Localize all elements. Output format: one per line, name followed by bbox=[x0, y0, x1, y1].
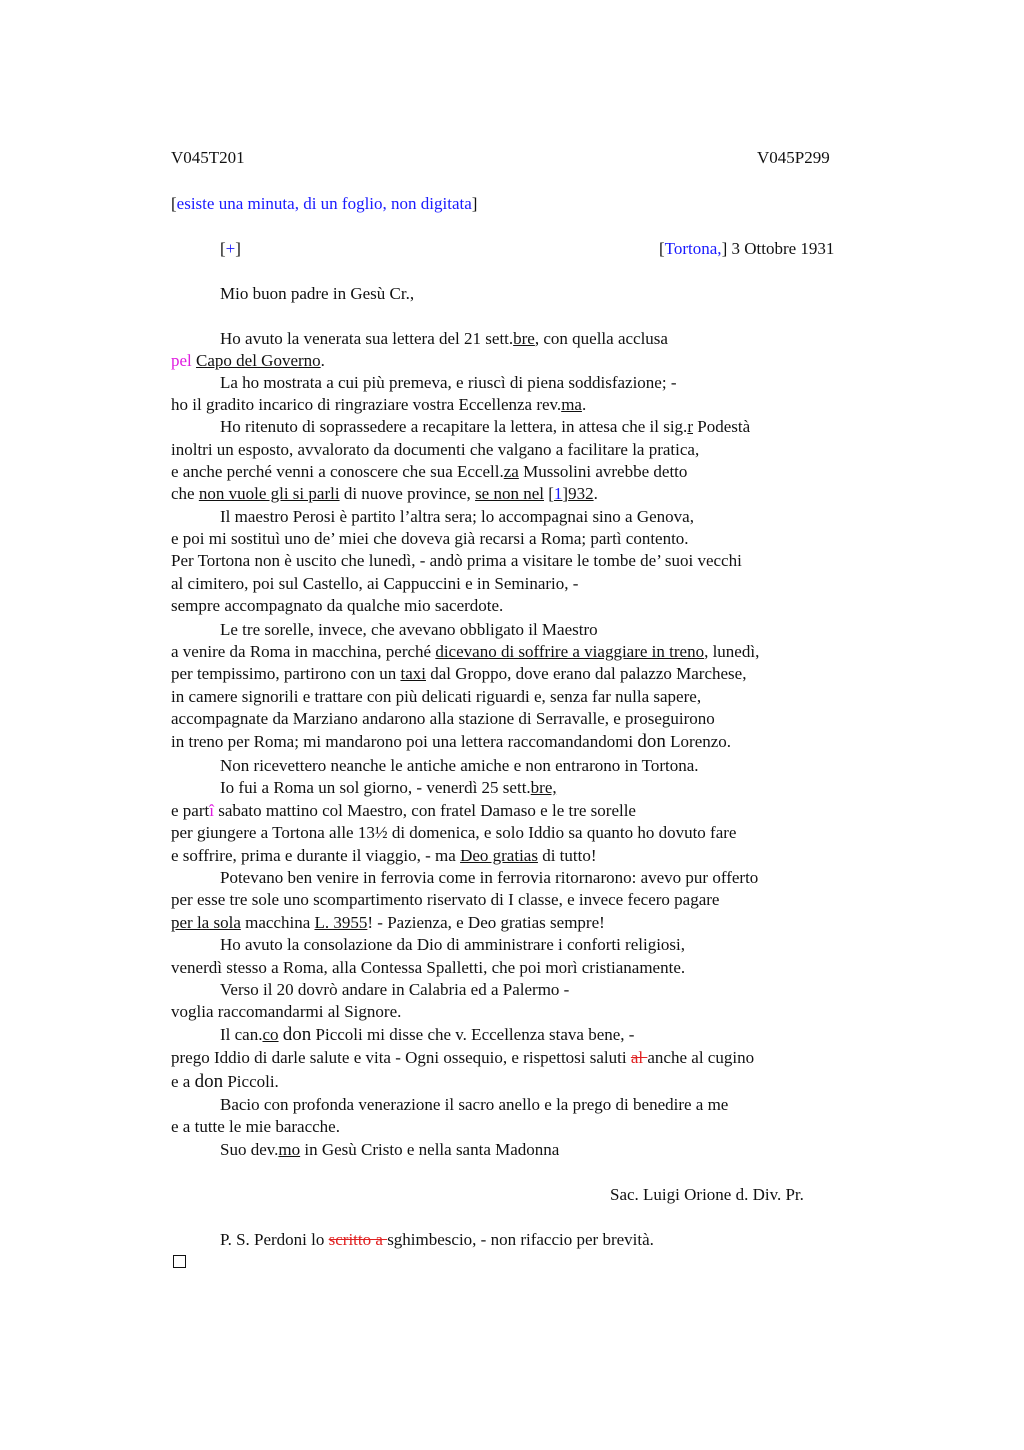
text-line: per tempissimo, partirono con un taxi dal Groppo, dove erano dal palazzo Marchese, bbox=[171, 664, 747, 683]
cross-marker: [+] bbox=[220, 239, 241, 258]
document-code-right: V045P299 bbox=[757, 148, 830, 167]
text-line: e a don Piccoli. bbox=[171, 1071, 279, 1092]
end-square-icon bbox=[173, 1255, 186, 1268]
text-line: Suo dev.mo in Gesù Cristo e nella santa Madonna bbox=[220, 1140, 560, 1159]
text-line: Verso il 20 dovrò andare in Calabria ed a Palermo - bbox=[220, 980, 570, 999]
signature: Sac. Luigi Orione d. Div. Pr. bbox=[610, 1185, 804, 1204]
text-line: Bacio con profonda venerazione il sacro anello e la prego di benedire a me bbox=[220, 1095, 729, 1114]
text-line: venerdì stesso a Roma, alla Contessa Spalletti, che poi morì cristianamente. bbox=[171, 958, 686, 977]
text-line: pel Capo del Governo. bbox=[171, 351, 325, 370]
text-line: e a tutte le mie baracche. bbox=[171, 1117, 340, 1136]
text-line: al cimitero, poi sul Castello, ai Cappuccini e in Seminario, - bbox=[171, 574, 579, 593]
text-line: sempre accompagnato da qualche mio sacerdote. bbox=[171, 596, 504, 615]
text-line: Ho avuto la venerata sua lettera del 21 sett.bre, con quella acclusa bbox=[220, 329, 668, 348]
text-line: inoltri un esposto, avvalorato da documenti che valgano a facilitare la pratica, bbox=[171, 440, 700, 459]
document-code-left: V045T201 bbox=[171, 148, 245, 167]
text-line: Il maestro Perosi è partito l’altra sera; lo accompagnai sino a Genova, bbox=[220, 507, 694, 526]
text-line: Ho ritenuto di soprassedere a recapitare la lettera, in attesa che il sig.r Podestà bbox=[220, 417, 751, 436]
text-line: e poi mi sostituì uno de’ miei che doveva già recarsi a Roma; partì contento. bbox=[171, 529, 689, 548]
text-line: che non vuole gli si parli di nuove province, se non nel [1]932. bbox=[171, 484, 598, 503]
text-line: e partî sabato mattino col Maestro, con fratel Damaso e le tre sorelle bbox=[171, 801, 636, 820]
salutation: Mio buon padre in Gesù Cr., bbox=[220, 284, 415, 303]
text-line: La ho mostrata a cui più premeva, e riuscì di piena soddisfazione; - bbox=[220, 373, 677, 392]
text-line: per giungere a Tortona alle 13½ di domenica, e solo Iddio sa quanto ho dovuto fare bbox=[171, 823, 737, 842]
text-line: Io fui a Roma un sol giorno, - venerdì 25 sett.bre, bbox=[220, 778, 557, 797]
dateline: [Tortona,] 3 Ottobre 1931 bbox=[659, 239, 835, 258]
text-line: voglia raccomandarmi al Signore. bbox=[171, 1002, 402, 1021]
text-line: Le tre sorelle, invece, che avevano obbligato il Maestro bbox=[220, 620, 598, 639]
text-line: Il can.co don Piccoli mi disse che v. Eccellenza stava bene, - bbox=[220, 1024, 635, 1045]
text-line: Potevano ben venire in ferrovia come in ferrovia ritornarono: avevo pur offerto bbox=[220, 868, 759, 887]
text-line: in treno per Roma; mi mandarono poi una lettera raccomandandomi don Lorenzo. bbox=[171, 731, 732, 752]
text-line: in camere signorili e trattare con più delicati riguardi e, senza far nulla sapere, bbox=[171, 687, 702, 706]
text-line: ho il gradito incarico di ringraziare vostra Eccellenza rev.ma. bbox=[171, 395, 587, 414]
text-line: per la sola macchina L. 3955! - Pazienza, e Deo gratias sempre! bbox=[171, 913, 605, 932]
text-line: Ho avuto la consolazione da Dio di amministrare i conforti religiosi, bbox=[220, 935, 686, 954]
text-line: per esse tre sole uno scompartimento riservato di I classe, e invece fecero pagare bbox=[171, 890, 720, 909]
text-line: Non ricevettero neanche le antiche amiche e non entrarono in Tortona. bbox=[220, 756, 699, 775]
text-line: e anche perché venni a conoscere che sua Eccell.za Mussolini avrebbe detto bbox=[171, 462, 688, 481]
text-line: a venire da Roma in macchina, perché dicevano di soffrire a viaggiare in treno, lunedì, bbox=[171, 642, 760, 661]
text-line: accompagnate da Marziano andarono alla stazione di Serravalle, e proseguirono bbox=[171, 709, 715, 728]
postscript: P. S. Perdoni lo scritto a sghimbescio, - non rifaccio per brevità. bbox=[220, 1230, 654, 1249]
text-line: Per Tortona non è uscito che lunedì, - andò prima a visitare le tombe de’ suoi vecchi bbox=[171, 551, 742, 570]
text-line: prego Iddio di darle salute e vita - Ogni ossequio, e rispettosi saluti al anche al cugino bbox=[171, 1048, 755, 1067]
editorial-note: [esiste una minuta, di un foglio, non digitata] bbox=[171, 194, 478, 213]
text-line: e soffrire, prima e durante il viaggio, - ma Deo gratias di tutto! bbox=[171, 846, 597, 865]
